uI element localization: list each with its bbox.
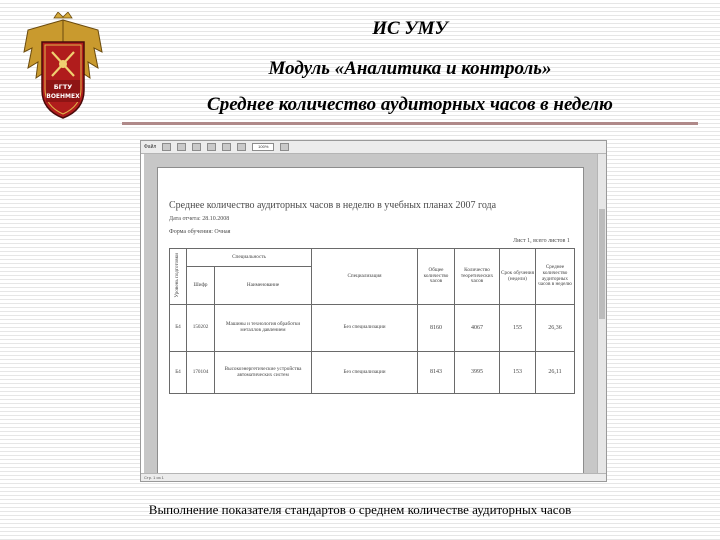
- col-header-specialty: Специальность: [187, 249, 312, 267]
- cell-level: Б4: [170, 352, 187, 394]
- report-date: Дата отчета: 28.10.2008: [169, 216, 230, 222]
- report-sheet-info: Лист 1, всего листов 1: [513, 238, 570, 244]
- viewer-workspace: [144, 154, 597, 473]
- menu-file[interactable]: Файл: [144, 144, 157, 150]
- vertical-scrollbar[interactable]: [597, 154, 606, 473]
- search-icon[interactable]: [280, 143, 289, 151]
- slide-title-system: ИС УМУ: [372, 18, 448, 39]
- report-title: Среднее количество аудиторных часов в неделю в учебных планах 2007 года: [169, 200, 497, 211]
- cell-theory-hours: 3995: [455, 352, 500, 394]
- prev-page-icon[interactable]: [207, 143, 216, 151]
- col-header-name: Наименование: [215, 267, 312, 305]
- report-form: Форма обучения: Очная: [169, 229, 231, 235]
- table-row: [170, 305, 575, 352]
- cell-specialization: Без специализации: [312, 305, 418, 352]
- scrollbar-thumb[interactable]: [599, 209, 605, 319]
- university-crest-logo: [22, 12, 104, 122]
- cell-total-hours: 8143: [418, 352, 455, 394]
- cell-level: Б4: [170, 305, 187, 352]
- cell-theory-hours: 4067: [455, 305, 500, 352]
- viewer-toolbar: [141, 141, 606, 154]
- cell-code: 150202: [187, 305, 215, 352]
- col-header-code: Шифр: [187, 267, 215, 305]
- col-header-duration: Срок обучения (недели): [500, 249, 536, 305]
- report-table: [169, 248, 575, 394]
- cell-duration: 155: [500, 305, 536, 352]
- col-header-theory-hours: Количество теоретических часов: [455, 249, 500, 305]
- slide-caption: Выполнение показателя стандартов о среднем количестве аудиторных часов: [148, 502, 572, 517]
- cell-avg-hours: 26,11: [536, 352, 575, 394]
- cell-name: Машины и технология обработки металлов давлением: [215, 305, 312, 352]
- next-page-icon[interactable]: [222, 143, 231, 151]
- col-header-level: Уровень подготовки: [170, 249, 187, 305]
- cell-total-hours: 8160: [418, 305, 455, 352]
- svg-text:ВОЕНМЕХ: ВОЕНМЕХ: [46, 93, 80, 100]
- report-viewer-window: [140, 140, 607, 482]
- table-row: [170, 352, 575, 394]
- report-page: [157, 167, 584, 481]
- cell-avg-hours: 26,36: [536, 305, 575, 352]
- slide-title-report: Среднее количество аудиторных часов в неделю: [207, 94, 613, 115]
- svg-text:БГТУ: БГТУ: [53, 83, 73, 91]
- cell-name: Высокоэнергетические устройства автоматических систем: [215, 352, 312, 394]
- title-divider: [122, 122, 698, 125]
- slide-title-module: Модуль «Аналитика и контроль»: [268, 58, 552, 79]
- zoom-select[interactable]: 100%: [252, 143, 274, 151]
- cell-specialization: Без специализации: [312, 352, 418, 394]
- viewer-status-bar: Стр. 1 из 1: [141, 473, 606, 481]
- cell-code: 170104: [187, 352, 215, 394]
- cell-duration: 153: [500, 352, 536, 394]
- last-page-icon[interactable]: [237, 143, 246, 151]
- first-page-icon[interactable]: [192, 143, 201, 151]
- col-header-avg-hours: Среднее количество аудиторных часов в неделю: [536, 249, 575, 305]
- col-header-total-hours: Общее количество часов: [418, 249, 455, 305]
- save-icon[interactable]: [177, 143, 186, 151]
- col-header-specialization: Специализация: [312, 249, 418, 305]
- print-icon[interactable]: [162, 143, 171, 151]
